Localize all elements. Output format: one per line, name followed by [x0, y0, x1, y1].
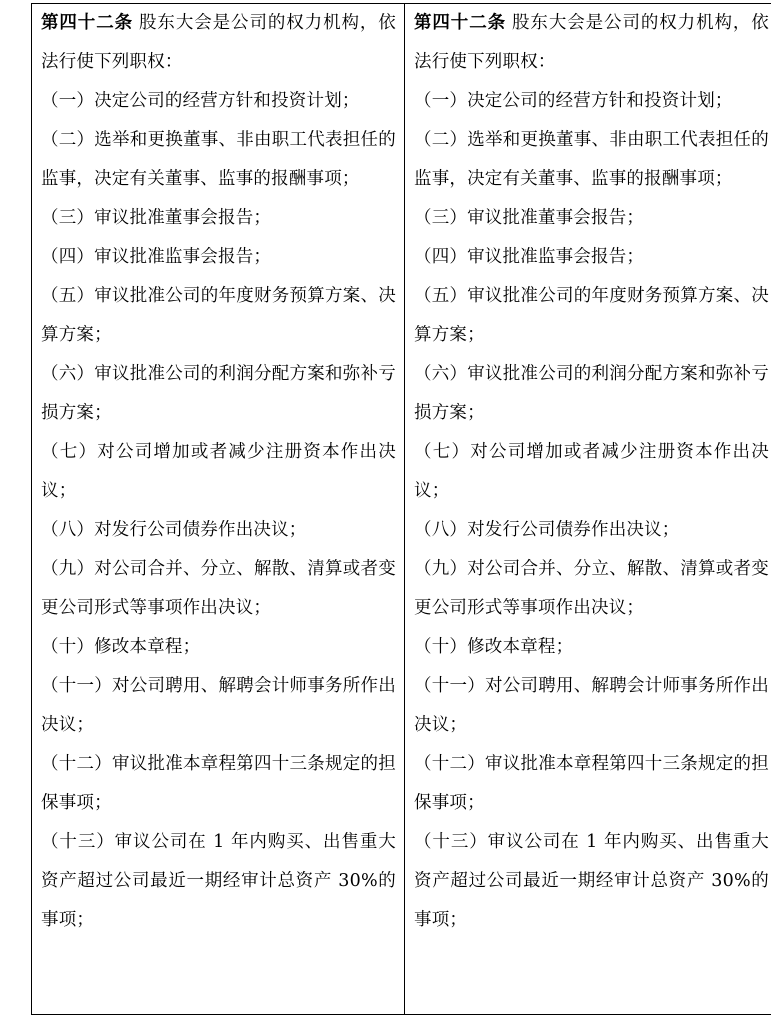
list-item: （八）对发行公司债券作出决议；: [41, 520, 307, 540]
list-item: （八）对发行公司债券作出决议；: [414, 520, 680, 540]
list-item: （十二）审议批准本章程第四十三条规定的担保事项；: [41, 754, 396, 813]
list-item: （一）决定公司的经营方针和投资计划；: [414, 91, 733, 111]
list-item: （十）修改本章程；: [41, 637, 201, 657]
right-column-text: [414, 4, 769, 940]
list-item: （九）对公司合并、分立、解散、清算或者变更公司形式等事项作出决议；: [41, 559, 396, 618]
list-item: （六）审议批准公司的利润分配方案和弥补亏损方案；: [414, 364, 769, 423]
article-intro: 股东大会是公司的权力机构，依法行使下列职权：: [414, 13, 769, 72]
article-number: 第四十二条: [41, 13, 134, 33]
list-item: （四）审议批准监事会报告；: [41, 247, 272, 267]
list-item: （十一）对公司聘用、解聘会计师事务所作出决议；: [41, 676, 396, 735]
left-column-text: [41, 4, 396, 940]
list-item: （二）选举和更换董事、非由职工代表担任的监事，决定有关董事、监事的报酬事项；: [41, 130, 396, 189]
article-number: 第四十二条: [414, 13, 507, 33]
list-item: （四）审议批准监事会报告；: [414, 247, 645, 267]
list-item: （六）审议批准公司的利润分配方案和弥补亏损方案；: [41, 364, 396, 423]
comparison-table: [31, 3, 771, 1015]
list-item: （七）对公司增加或者减少注册资本作出决议；: [414, 442, 769, 501]
list-item: （九）对公司合并、分立、解散、清算或者变更公司形式等事项作出决议；: [414, 559, 769, 618]
list-item: （五）审议批准公司的年度财务预算方案、决算方案；: [414, 286, 769, 345]
list-item: （十二）审议批准本章程第四十三条规定的担保事项；: [414, 754, 769, 813]
article-heading: [41, 4, 396, 82]
table-row: [32, 4, 771, 1015]
list-item: （十一）对公司聘用、解聘会计师事务所作出决议；: [414, 676, 769, 735]
list-item: （十）修改本章程；: [414, 637, 574, 657]
list-item: （十三）审议公司在 1 年内购买、出售重大资产超过公司最近一期经审计总资产 30%的事项；: [414, 832, 769, 930]
list-item: （二）选举和更换董事、非由职工代表担任的监事，决定有关董事、监事的报酬事项；: [414, 130, 769, 189]
right-column-cell: [405, 4, 771, 1015]
list-item: （十三）审议公司在 1 年内购买、出售重大资产超过公司最近一期经审计总资产 30%的事项；: [41, 832, 396, 930]
list-item: （五）审议批准公司的年度财务预算方案、决算方案；: [41, 286, 396, 345]
list-item: （一）决定公司的经营方针和投资计划；: [41, 91, 360, 111]
list-item: （七）对公司增加或者减少注册资本作出决议；: [41, 442, 396, 501]
list-item: （三）审议批准董事会报告；: [414, 208, 645, 228]
left-column-cell: [32, 4, 405, 1015]
article-intro: 股东大会是公司的权力机构，依法行使下列职权：: [41, 13, 396, 72]
article-heading: [414, 4, 769, 82]
list-item: （三）审议批准董事会报告；: [41, 208, 272, 228]
